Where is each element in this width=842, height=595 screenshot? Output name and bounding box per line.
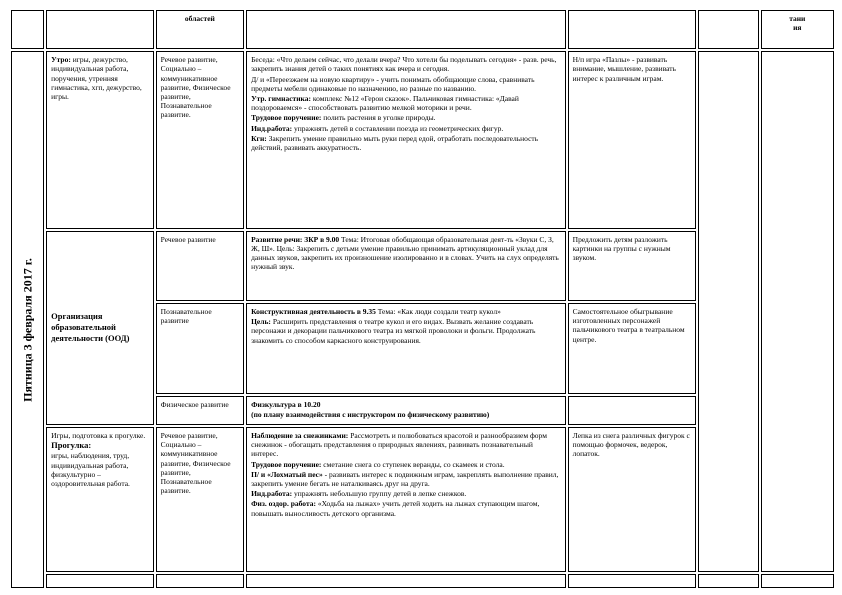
- walk-areas: [156, 427, 244, 571]
- morning-title: Утро:: [51, 55, 71, 65]
- walk-line-0-lead: Наблюдение за снежинками:: [251, 431, 349, 441]
- ood-0-line-0: [251, 235, 561, 272]
- walk-line-3-text: упражнять небольшую группу детей в лепке снежков.: [292, 489, 467, 499]
- walk-extra-text: Лепка из снега различных фигурок с помощью формочек, ведерок, лопаток.: [572, 431, 690, 459]
- walk-content: [246, 427, 566, 571]
- header-cell-7: [761, 10, 834, 49]
- walk-line-1-lead: Трудовое поручение:: [251, 459, 322, 469]
- morning-line-4: [251, 124, 561, 133]
- walk-line-3-lead: Инд.работа:: [251, 489, 293, 499]
- morning-areas: [156, 51, 244, 229]
- ood-2-line-1-text: (по плану взаимодействия с инструктором по физическому развитию): [251, 409, 490, 419]
- ood-0-line-0-text: Тема: Итоговая обобщающая образовательная деят-ть «Звуки С, З, Ж, Ш». Цель: Закрепить с детьми умение правильно принимать артикуляционный уклад для данных звуков, закрепить их произношение изолированно и в словах. Учить на слух определять нужный звук.: [251, 234, 559, 272]
- empty-col-7: [761, 51, 834, 571]
- morning-row: [11, 51, 834, 229]
- morning-line-1: [251, 75, 561, 93]
- ood-area-2: [156, 396, 244, 425]
- walk-line-2-lead: П/ и «Лохматый пес»: [251, 469, 323, 479]
- morning-line-5-lead: Кгн:: [251, 133, 267, 143]
- walk-line-1: [251, 460, 561, 469]
- bottom-cell-5: [568, 574, 697, 588]
- bottom-cell-7: [761, 574, 834, 588]
- ood-content-1: [246, 303, 566, 394]
- morning-line-0: [251, 55, 561, 73]
- ood-2-line-1: [251, 410, 561, 419]
- morning-extra: [568, 51, 697, 229]
- morning-title-rest: игры, дежурство, индивидуальная работа, поручения, утренняя гимнастика, хгп, дежурство, игры.: [51, 55, 142, 102]
- morning-content: [246, 51, 566, 229]
- morning-line-2-text: комплекс №12 «Герои сказок». Пальчиковая гимнастика: «Давай поздороваемся» - способствовать развитию мелкой моторики и речи.: [251, 94, 519, 113]
- morning-areas-text: Речевое развитие, Социально – коммуникативное развитие, Физическое развитие, Познавательное развитие.: [160, 55, 231, 120]
- ood-1-line-1-text: Расширить представления о театре кукол и его видах. Вызвать желание создавать персонажи и декорации пальчикового театра из мягкой проволоки и фольги. Продолжать знакомить со способом каркасного конструирования.: [251, 317, 536, 345]
- date-label: Пятница 3 февраля 2017 г.: [19, 258, 34, 403]
- header-cell-5: [568, 10, 697, 49]
- ood-1-line-0: [251, 307, 561, 316]
- ood-1-line-1: [251, 317, 561, 345]
- walk-line-4-lead: Физ. оздор. работа:: [251, 499, 316, 509]
- walk-areas-text: Речевое развитие, Социально – коммуникативное развитие, Физическое развитие, Познавательное развитие.: [160, 431, 231, 496]
- ood-content-0: [246, 231, 566, 301]
- header-col7-label: тани ия: [789, 14, 806, 33]
- header-row: [11, 10, 834, 49]
- morning-line-2-lead: Утр. гимнастика:: [251, 94, 311, 104]
- bottom-cell-4: [246, 574, 566, 588]
- walk-line-4-text: «Ходьба на лыжах» учить детей ходить на лыжах ступающим шагом, повышать выносливость детского организма.: [251, 499, 540, 518]
- walk-title-rest: игры, наблюдения, труд, индивидуальная работа, физкультурно – оздоровительная работа.: [51, 451, 130, 489]
- morning-line-4-lead: Инд.работа:: [251, 123, 293, 133]
- walk-line-3: [251, 489, 561, 498]
- walk-extra: [568, 427, 697, 571]
- ood-extra-1-text: Самостоятельное обыгрывание изготовленных персонажей пальчикового театра в театральном центре.: [572, 306, 685, 344]
- ood-area-2-text: Физическое развитие: [160, 399, 229, 409]
- ood-extra-0: [568, 231, 697, 301]
- morning-title-cell: [46, 51, 154, 229]
- morning-line-2: [251, 94, 561, 112]
- walk-line-0: [251, 431, 561, 459]
- ood-area-1: [156, 303, 244, 394]
- walk-line-1-text: сметание снега со ступенек веранды, со скамеек и стола.: [321, 459, 505, 469]
- morning-line-3-text: полить растения в уголке природы.: [321, 113, 436, 123]
- ood-area-1-text: Познавательное развитие: [160, 306, 212, 326]
- empty-col-6: [698, 51, 758, 571]
- morning-line-5-text: Закрепить умение правильно мыть руки перед едой, отработать последовательность действий, развивать аккуратность.: [251, 133, 539, 153]
- ood-1-line-0-text: Тема: «Как люди создали театр кукол»: [375, 306, 501, 316]
- header-cell-4: [246, 10, 566, 49]
- header-cell-2: [46, 10, 154, 49]
- walk-line-4: [251, 499, 561, 517]
- ood-1-line-0-lead: Конструктивная деятельность в 9.35: [251, 306, 376, 316]
- morning-line-1-text: Д/ и «Переезжаем на новую квартиру» - учить понимать обобщающие слова, сравнивать предметы мебели одинаковые по назначению, но разные по названию.: [251, 74, 535, 93]
- date-cell: [11, 51, 44, 588]
- header-cell-6: [698, 10, 758, 49]
- walk-line-2-text: - развивать интерес к подвижным играм, закреплять выполнение правил, закрепить умение бегать не наталкиваясь друг на друга.: [251, 469, 559, 489]
- daily-plan-table: [9, 8, 836, 590]
- header-cell-1: [11, 10, 44, 49]
- bottom-cell-6: [698, 574, 758, 588]
- ood-1-line-1-lead: Цель:: [251, 317, 271, 327]
- ood-extra-1: [568, 303, 697, 394]
- ood-0-line-0-lead: Развитие речи: ЗКР в 9.00: [251, 234, 340, 244]
- bottom-cell-3: [156, 574, 244, 588]
- morning-line-5: [251, 134, 561, 152]
- ood-2-line-0-lead: Физкультура в 10.20: [251, 399, 321, 409]
- ood-2-line-0: [251, 400, 561, 409]
- ood-extra-2: [568, 396, 697, 425]
- ood-title: Организация образовательной деятельности (ООД): [51, 311, 130, 344]
- morning-line-3-lead: Трудовое поручение:: [251, 113, 322, 123]
- ood-area-0: [156, 231, 244, 301]
- bottom-cell-2: [46, 574, 154, 588]
- ood-title-cell: [46, 231, 154, 425]
- morning-extra-text: Н/п игра «Пазлы» - развивать внимание, мышление, развивать интерес к различным играм.: [572, 55, 676, 83]
- morning-line-4-text: упражнять детей в составлении поезда из геометрических фигур.: [292, 123, 504, 133]
- ood-content-2: [246, 396, 566, 425]
- morning-line-3: [251, 113, 561, 122]
- header-areas: [156, 10, 244, 49]
- walk-line-2: [251, 470, 561, 488]
- bottom-row: [11, 574, 834, 588]
- walk-line-0-text: Рассмотреть и полюбоваться красотой и разнообразием форм снежинок - обогащать представления о природных явлениях, развивать познавательный интерес.: [251, 431, 547, 459]
- morning-line-0-text: Беседа: «Что делаем сейчас, что делали вчера? Что хотели бы поделывать сегодня» - разв. речь, закрепить знания детей о таких понятиях как вчера и сегодня.: [251, 55, 557, 74]
- walk-title: Прогулка:: [51, 440, 92, 451]
- header-areas-label: областей: [184, 14, 215, 23]
- walk-title-cell: [46, 427, 154, 571]
- ood-extra-0-text: Предложить детям разложить картинки на группы с нужным звуком.: [572, 234, 671, 263]
- walk-title-pre: Игры, подготовка к прогулке.: [51, 431, 146, 441]
- ood-area-0-text: Речевое развитие: [160, 234, 216, 244]
